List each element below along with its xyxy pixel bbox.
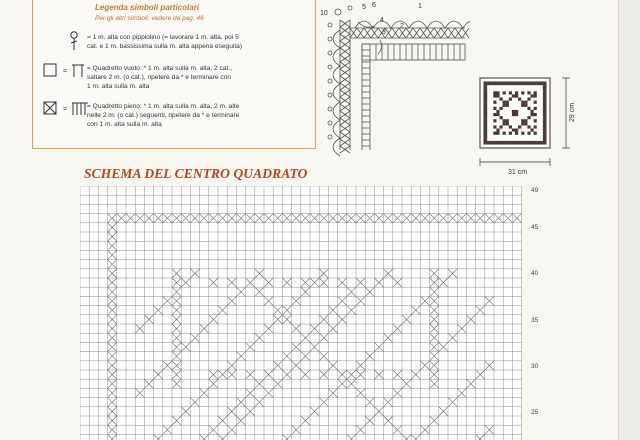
row-number: 45 — [531, 224, 539, 231]
legend-box — [32, 0, 316, 149]
filet-grid-chart — [80, 186, 530, 440]
svg-text:=: = — [63, 106, 68, 113]
legend-title: Legenda simboli particolari — [95, 3, 200, 12]
legend-item-empty-square — [87, 64, 232, 91]
edge-number: 10 — [320, 10, 328, 17]
legend-item-picot — [87, 33, 242, 51]
empty-square-icon — [43, 62, 93, 78]
legend-line: = 1 m. alta con pippiolino (= lavorare 1 m. alta, poi 5 — [87, 34, 239, 41]
legend-line: 1 m. alta sulla m. alta — [87, 83, 150, 90]
motif-width-label: 31 cm — [508, 169, 528, 176]
legend-line: saltare 2 m. (o cat.), ripetere da * e terminare con — [87, 74, 232, 81]
legend-line: nelle 2 m. (o cat.) seguenti, ripetere da * e terminare — [87, 112, 240, 119]
edge-number: 2 — [400, 23, 404, 30]
legend-line: con 1 m. alta sulla m. alta — [87, 121, 162, 128]
page-edge — [618, 0, 640, 440]
row-number: 40 — [531, 270, 539, 277]
edge-step-numbers — [320, 2, 422, 36]
legend-subtitle: Per gli altri simboli: vedere da pag. 46 — [95, 15, 204, 22]
motif-preview — [470, 70, 580, 185]
row-number: 35 — [531, 317, 539, 324]
edge-number: 4 — [380, 17, 384, 24]
edge-corner-diagram — [310, 0, 470, 160]
schema-title: SCHEMA DEL CENTRO QUADRATO — [84, 166, 308, 181]
legend-line: cat. e 1 m. bassissima sulla m. alta appena eseguita) — [87, 43, 243, 50]
legend-line: = Quadretto pieno: * 1 m. alta sulla m. alta, 2 m. alte — [87, 103, 240, 110]
svg-text:=: = — [63, 68, 68, 75]
motif-height-label: 29 cm — [569, 102, 576, 122]
filled-square-icon — [43, 100, 93, 118]
edge-number: 1 — [418, 3, 422, 10]
edge-number: 3 — [382, 29, 386, 36]
edge-number: 6 — [372, 2, 376, 9]
legend-line: = Quadretto vuoto: * 1 m. alta sulla m. alta, 2 cat., — [87, 65, 232, 72]
row-number: 30 — [531, 363, 539, 370]
row-number: 49 — [531, 187, 539, 194]
row-number: 25 — [531, 409, 539, 416]
edge-number: 5 — [362, 4, 366, 11]
legend-item-filled-square — [87, 102, 239, 129]
